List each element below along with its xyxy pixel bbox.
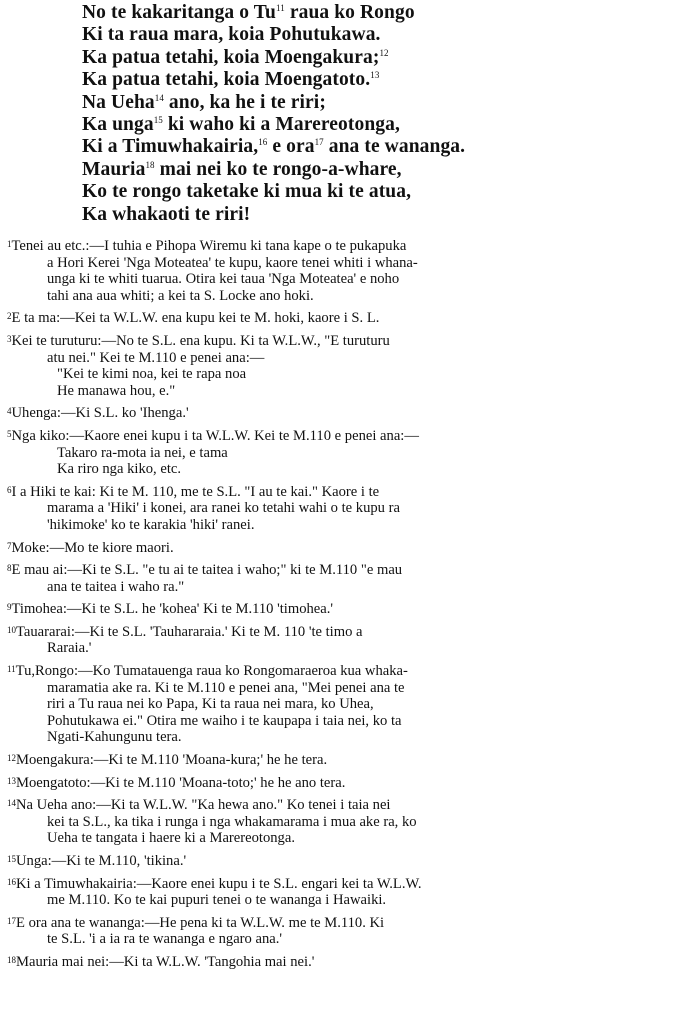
poem-line: [82, 47, 694, 69]
footnote-first-line: [7, 560, 695, 579]
footnote-number: 4: [7, 406, 12, 417]
footnote-text: E ta ma:—Kei ta W.L.W. ena kupu kei te M. hoki, kaore i S. L.: [11, 310, 380, 327]
footnote-line: ana te taitea i waho ra.": [47, 578, 185, 595]
footnote-line: Raraia.': [47, 640, 92, 657]
footnote-text: Moke:—Mo te kiore maori.: [11, 539, 174, 556]
footnote-first-line: [7, 750, 695, 769]
footnote-first-line: [7, 426, 695, 445]
footnote-first-line: [7, 795, 695, 814]
footnote-number: 16: [7, 876, 16, 887]
footnote-text: Timohea:—Ki te S.L. he 'kohea' Ki te M.110 'timohea.': [11, 601, 334, 618]
footnote-text: Uhenga:—Ki S.L. ko 'Ihenga.': [11, 405, 189, 422]
footnote: [3, 851, 695, 870]
poem-line: [82, 2, 694, 24]
footnote: [3, 482, 695, 534]
footnote-number: 18: [7, 954, 16, 965]
poem-line: [82, 69, 694, 91]
footnote-number: 17: [7, 915, 16, 926]
poem-text: mai nei ko te rongo-a-whare,: [154, 158, 402, 180]
footnote-text: Tu,Rongo:—Ko Tumatauenga raua ko Rongomaraeroa kua whaka-: [15, 663, 408, 680]
poem-line: [82, 181, 694, 203]
footnote-first-line: [7, 773, 695, 792]
poem-text: e ora: [267, 136, 315, 158]
poem-text: Ko te rongo taketake ki mua ki te atua,: [82, 181, 412, 203]
footnote-ref: 14: [154, 92, 164, 103]
footnote-text: Na Ueha ano:—Ki ta W.L.W. "Ka hewa ano." Ko tenei i taia nei: [16, 797, 391, 814]
footnote-ref: 17: [314, 137, 324, 148]
footnote-number: 1: [7, 239, 12, 249]
footnote-line: riri a Tu raua nei ko Papa, Ki ta raua nei mara, ko Uhea,: [47, 696, 374, 713]
footnote-first-line: [7, 599, 695, 618]
footnote-line: marama a 'Hiki' i konei, ara ranei ko tetahi wahi o te kupu ra: [47, 500, 400, 517]
footnote-first-line: [7, 331, 695, 350]
footnote: [3, 308, 695, 327]
footnote: [3, 795, 695, 847]
poem-line: [82, 136, 694, 158]
poem-text: Na Ueha: [82, 91, 155, 113]
footnote-ref: 11: [276, 3, 285, 13]
footnote-line: atu nei." Kei te M.110 e penei ana:—: [47, 349, 265, 366]
footnote-text: Nga kiko:—Kaore enei kupu i ta W.L.W. Kei te M.110 e penei ana:—: [11, 427, 419, 444]
footnote-number: 5: [7, 428, 12, 439]
footnote-first-line: [7, 874, 695, 893]
footnote-number: 15: [7, 854, 16, 864]
poem-text: Mauria: [82, 158, 146, 180]
poem-text: No te kakaritanga o Tu: [82, 2, 276, 23]
poem-line: [82, 204, 694, 226]
footnote-line: a Hori Kerei 'Nga Moteatea' te kupu, kaore tenei whiti i whana-: [47, 254, 418, 271]
footnote-number: 8: [7, 563, 12, 574]
footnote-line: tahi ana aua whiti; a kei ta S. Locke ano hoki.: [47, 287, 314, 304]
poem-verse: [82, 2, 694, 226]
footnote-number: 11: [7, 664, 16, 675]
poem-text: ano, ka he i te riri;: [163, 91, 326, 113]
footnote-line: Pohutukawa ei." Otira me waiho i te kaupapa i taia nei, ko ta: [47, 712, 402, 729]
poem-text: Ka unga: [82, 114, 154, 136]
footnote: [3, 331, 695, 399]
footnote-number: 6: [7, 484, 12, 495]
footnote-first-line: [7, 952, 695, 971]
footnote-text: Moengakura:—Ki te M.110 'Moana-kura;' he he tera.: [16, 752, 328, 769]
footnote-text: Tenei au etc.:—I tuhia e Pihopa Wiremu ki tana kape o te pukapuka: [11, 238, 407, 254]
footnote: [3, 236, 695, 304]
footnote-first-line: [7, 538, 695, 557]
poem-text: Ka patua tetahi, koia Moengatoto.: [82, 69, 371, 91]
footnote-number: 3: [7, 333, 12, 344]
footnote-text: Ki a Timuwhakairia:—Kaore enei kupu i te S.L. engari kei ta W.L.W.: [16, 875, 422, 892]
footnote-first-line: [7, 851, 695, 870]
footnote-ref: 15: [153, 115, 163, 126]
footnote-text: Kei te turuturu:—No te S.L. ena kupu. Ki ta W.L.W., "E turuturu: [11, 332, 390, 349]
footnote: [3, 560, 695, 595]
footnote-text: Moengatoto:—Ki te M.110 'Moana-toto;' he he ano tera.: [16, 774, 346, 791]
footnote: [3, 773, 695, 792]
footnote-number: 14: [7, 798, 16, 809]
footnote-ref: 13: [370, 70, 380, 81]
footnote-line: unga ki te whiti tuarua. Otira kei taua 'Nga Moteatea' e noho: [47, 271, 400, 288]
footnote-first-line: [7, 236, 695, 255]
poem-line: [82, 159, 694, 181]
footnote-first-line: [7, 403, 695, 422]
footnote-first-line: [7, 482, 695, 501]
footnote-line: kei ta S.L., ka tika i runga i nga whakamarama i mua ake ra, ko: [47, 813, 417, 830]
footnote: [3, 599, 695, 618]
footnote-text: I a Hiki te kai: Ki te M. 110, me te S.L. "I au te kai." Kaore i te: [11, 483, 380, 500]
footnote-ref: 16: [258, 137, 268, 148]
poem-text: Ki ta raua mara, koia Pohutukawa.: [82, 24, 381, 46]
footnote-line: Ueha te tangata i haere ki a Marereotonga.: [47, 830, 295, 847]
footnote-first-line: [7, 661, 695, 680]
footnotes: [3, 236, 695, 975]
footnote-quote-line: Ka riro nga kiko, etc.: [57, 461, 182, 478]
footnote-line: te S.L. 'i a ia ra te wananga e ngaro ana.': [47, 931, 283, 948]
poem-text: Ka whakaoti te riri!: [82, 203, 251, 225]
footnote: [3, 661, 695, 746]
footnote-text: Mauria mai nei:—Ki ta W.L.W. 'Tangohia mai nei.': [16, 953, 315, 970]
footnote: [3, 403, 695, 422]
footnote-line: maramatia ake ra. Ki te M.110 e penei ana, "Mei penei ana te: [47, 679, 405, 696]
poem-text: ana te wananga.: [323, 136, 466, 158]
footnote-number: 13: [7, 775, 16, 786]
footnote-first-line: [7, 622, 695, 641]
footnote-quote-line: "Kei te kimi noa, kei te rapa noa: [57, 366, 247, 383]
footnote-number: 7: [7, 540, 12, 551]
footnote-quote-line: He manawa hou, e.": [57, 382, 176, 399]
poem-text: ki waho ki a Marereotonga,: [162, 114, 400, 136]
poem-text: Ka patua tetahi, koia Moengakura;: [82, 46, 380, 68]
poem-line: [82, 114, 694, 136]
footnote-first-line: [7, 308, 695, 327]
poem-text: Ki a Timuwhakairia,: [82, 136, 259, 158]
footnote: [3, 750, 695, 769]
footnote: [3, 426, 695, 478]
footnote-text: E mau ai:—Ki te S.L. "e tu ai te taitea i waho;" ki te M.110 "e mau: [11, 562, 403, 579]
footnote-number: 9: [7, 602, 12, 613]
footnote-line: 'hikimoke' ko te karakia 'hiki' ranei.: [47, 516, 255, 533]
footnote-ref: 18: [145, 159, 155, 170]
footnote-number: 10: [7, 624, 16, 635]
footnote: [3, 538, 695, 557]
footnote-quote-line: Takaro ra-mota ia nei, e tama: [57, 444, 228, 461]
poem-line: [82, 24, 694, 46]
footnote-ref: 12: [379, 47, 389, 58]
footnote-number: 12: [7, 753, 16, 764]
footnote: [3, 952, 695, 971]
footnote: [3, 874, 695, 909]
poem-line: [82, 92, 694, 114]
footnote-line: me M.110. Ko te kai pupuri tenei o te wananga i Hawaiki.: [47, 892, 387, 909]
footnote-text: Unga:—Ki te M.110, 'tikina.': [16, 853, 187, 869]
footnote-text: Tauararai:—Ki te S.L. 'Tauhararaia.' Ki te M. 110 'te timo a: [16, 623, 363, 640]
footnote-text: E ora ana te wananga:—He pena ki ta W.L.W. me te M.110. Ki: [16, 914, 385, 931]
footnote: [3, 622, 695, 657]
footnote-first-line: [7, 913, 695, 932]
poem-text: raua ko Rongo: [284, 2, 415, 23]
footnote: [3, 913, 695, 948]
footnote-number: 2: [7, 311, 12, 322]
footnote-line: Ngati-Kahungunu tera.: [47, 729, 182, 746]
